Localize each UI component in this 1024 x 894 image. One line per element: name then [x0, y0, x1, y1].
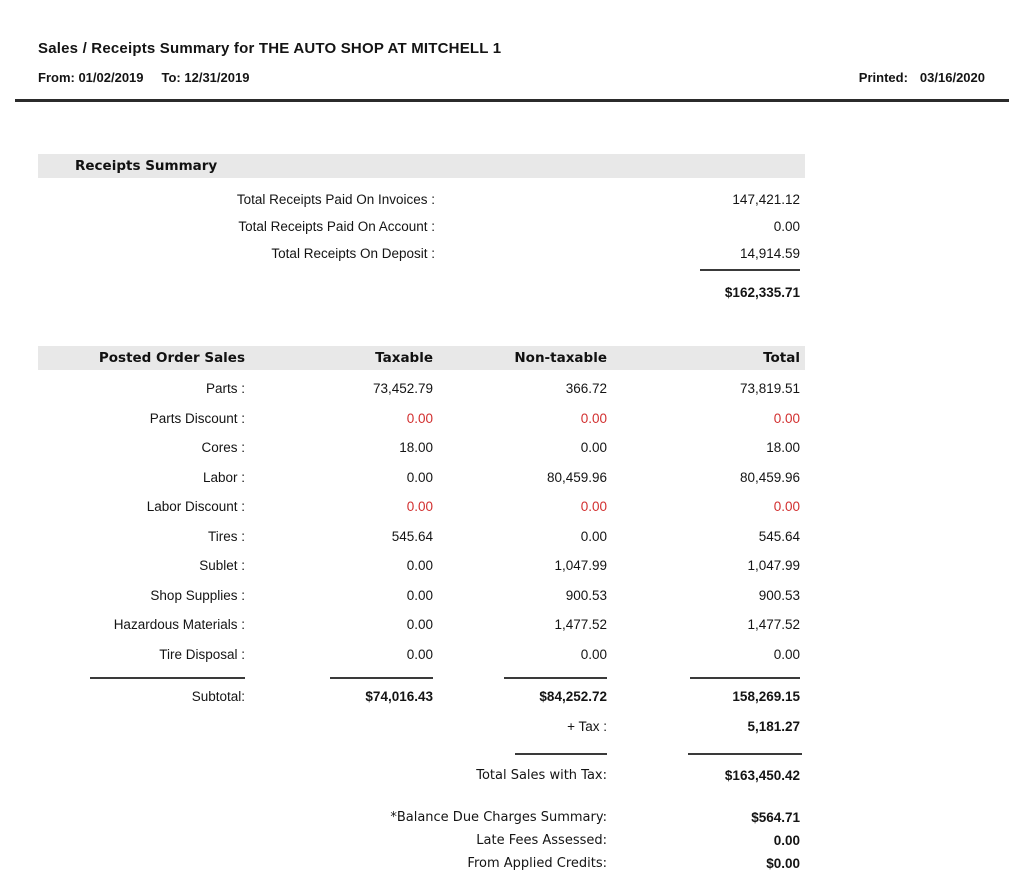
sales-rows — [38, 374, 805, 669]
sales-row-taxable: 0.00 — [406, 646, 433, 662]
sales-row — [38, 640, 805, 670]
date-to: To: 12/31/2019 — [161, 70, 250, 85]
sales-row-label: Parts : — [205, 381, 245, 397]
receipts-row-value: 14,914.59 — [739, 246, 800, 261]
total-sales-rule-nontaxable — [515, 753, 607, 755]
applied-credits-row — [38, 852, 805, 875]
sales-row-label: Parts Discount : — [149, 410, 245, 426]
sales-row-total: 80,459.96 — [739, 469, 800, 485]
report-header — [0, 0, 1024, 85]
subtotal-rule-nontaxable — [504, 677, 607, 679]
date-range — [38, 70, 249, 85]
subtotal-rule-taxable — [330, 677, 433, 679]
page-title — [38, 40, 985, 57]
sales-row-nontaxable: 80,459.96 — [546, 469, 607, 485]
subtotal-taxable: $74,016.43 — [365, 688, 433, 704]
receipts-rows — [38, 186, 805, 267]
column-header-total: Total — [763, 350, 800, 366]
receipts-row — [38, 186, 805, 213]
sales-row — [38, 433, 805, 463]
posted-order-sales-title: Posted Order Sales — [98, 350, 245, 366]
sales-row-total: 0.00 — [773, 646, 800, 662]
receipts-row — [38, 240, 805, 267]
sales-row — [38, 463, 805, 493]
printed-label: Printed: — [858, 70, 908, 85]
receipts-row — [38, 213, 805, 240]
sales-row — [38, 404, 805, 434]
column-header-nontaxable: Non-taxable — [514, 350, 607, 366]
printed-info — [859, 70, 985, 85]
posted-order-sales-section — [38, 346, 805, 875]
sales-row-label: Cores : — [201, 440, 245, 456]
receipts-total-row — [38, 279, 805, 306]
sales-row-total: 73,819.51 — [739, 381, 800, 397]
sales-row-total: 1,047.99 — [747, 558, 800, 574]
receipts-row-label: Total Receipts Paid On Invoices : — [236, 192, 435, 207]
tax-row — [38, 713, 805, 739]
receipts-summary-section — [38, 154, 805, 306]
subtotal-nontaxable: $84,252.72 — [539, 688, 607, 704]
late-fees-row — [38, 829, 805, 852]
subtotal-label: Subtotal: — [191, 688, 245, 704]
tax-label: + Tax : — [567, 718, 607, 734]
shop-name: THE AUTO SHOP AT MITCHELL 1 — [258, 40, 502, 57]
sales-row-taxable: 545.64 — [391, 528, 433, 544]
sales-row-label: Labor Discount : — [146, 499, 245, 515]
receipts-row-value: 0.00 — [773, 219, 800, 234]
sales-row-label: Sublet : — [199, 558, 245, 574]
sales-row — [38, 522, 805, 552]
sales-row-nontaxable: 0.00 — [580, 410, 607, 426]
date-from: From: 01/02/2019 — [38, 70, 144, 85]
posted-order-sales-header — [38, 346, 805, 370]
receipts-summary-title: Receipts Summary — [75, 158, 218, 174]
sales-row-label: Tires : — [208, 528, 245, 544]
sales-row-nontaxable: 0.00 — [580, 440, 607, 456]
sales-row-nontaxable: 366.72 — [565, 381, 607, 397]
subtotal-rules — [38, 673, 805, 683]
receipts-row-label: Total Receipts Paid On Account : — [238, 219, 435, 234]
total-sales-row — [38, 761, 805, 789]
balance-due-value: $564.71 — [751, 809, 800, 825]
sales-row-taxable: 0.00 — [406, 469, 433, 485]
total-sales-label: Total Sales with Tax: — [476, 767, 607, 783]
sales-row-total: 900.53 — [758, 587, 800, 603]
tax-value: 5,181.27 — [747, 718, 800, 734]
sales-row — [38, 492, 805, 522]
receipts-total-value: $162,335.71 — [724, 285, 800, 300]
sales-row-total: 0.00 — [773, 499, 800, 515]
printed-date: 03/16/2020 — [919, 70, 985, 85]
subtotal-rule-total — [690, 677, 800, 679]
report-meta — [38, 70, 985, 85]
receipts-summary-header — [38, 154, 805, 178]
sales-row-taxable: 0.00 — [406, 410, 433, 426]
applied-credits-label: From Applied Credits: — [467, 856, 607, 871]
sales-row-nontaxable: 0.00 — [580, 646, 607, 662]
sales-row-taxable: 0.00 — [406, 587, 433, 603]
sales-row-taxable: 0.00 — [406, 558, 433, 574]
sales-row-label: Shop Supplies : — [150, 587, 245, 603]
sales-row — [38, 374, 805, 404]
sales-row-taxable: 18.00 — [399, 440, 433, 456]
sales-row — [38, 551, 805, 581]
sales-row-total: 0.00 — [773, 410, 800, 426]
sales-row-nontaxable: 1,477.52 — [554, 617, 607, 633]
balance-due-label: *Balance Due Charges Summary: — [390, 809, 607, 825]
total-sales-rule-total — [688, 753, 802, 755]
total-sales-rules — [38, 747, 805, 759]
total-sales-value: $163,450.42 — [724, 767, 800, 783]
subtotal-total: 158,269.15 — [732, 688, 800, 704]
late-fees-value: 0.00 — [773, 833, 800, 848]
report-title-prefix: Sales / Receipts Summary for — [38, 40, 255, 57]
header-divider — [15, 99, 1009, 102]
sales-row-label: Tire Disposal : — [159, 646, 245, 662]
column-header-taxable: Taxable — [375, 350, 433, 366]
sales-row-total: 545.64 — [758, 528, 800, 544]
sales-row-taxable: 73,452.79 — [372, 381, 433, 397]
subtotal-rule-label — [90, 677, 245, 679]
late-fees-label: Late Fees Assessed: — [476, 833, 607, 848]
sales-row-nontaxable: 900.53 — [565, 587, 607, 603]
sales-row-total: 18.00 — [766, 440, 800, 456]
sales-row-nontaxable: 0.00 — [580, 528, 607, 544]
applied-credits-value: $0.00 — [766, 856, 800, 871]
sales-row — [38, 610, 805, 640]
receipts-total-rule — [700, 269, 800, 271]
receipts-row-value: 147,421.12 — [732, 192, 800, 207]
balance-due-row — [38, 805, 805, 829]
sales-row-taxable: 0.00 — [406, 499, 433, 515]
sales-row-taxable: 0.00 — [406, 617, 433, 633]
receipts-row-label: Total Receipts On Deposit : — [271, 246, 435, 261]
sales-row — [38, 581, 805, 611]
sales-row-label: Hazardous Materials : — [113, 617, 245, 633]
sales-row-nontaxable: 0.00 — [580, 499, 607, 515]
sales-row-label: Labor : — [202, 469, 245, 485]
subtotal-row — [38, 683, 805, 709]
sales-row-total: 1,477.52 — [747, 617, 800, 633]
sales-row-nontaxable: 1,047.99 — [554, 558, 607, 574]
